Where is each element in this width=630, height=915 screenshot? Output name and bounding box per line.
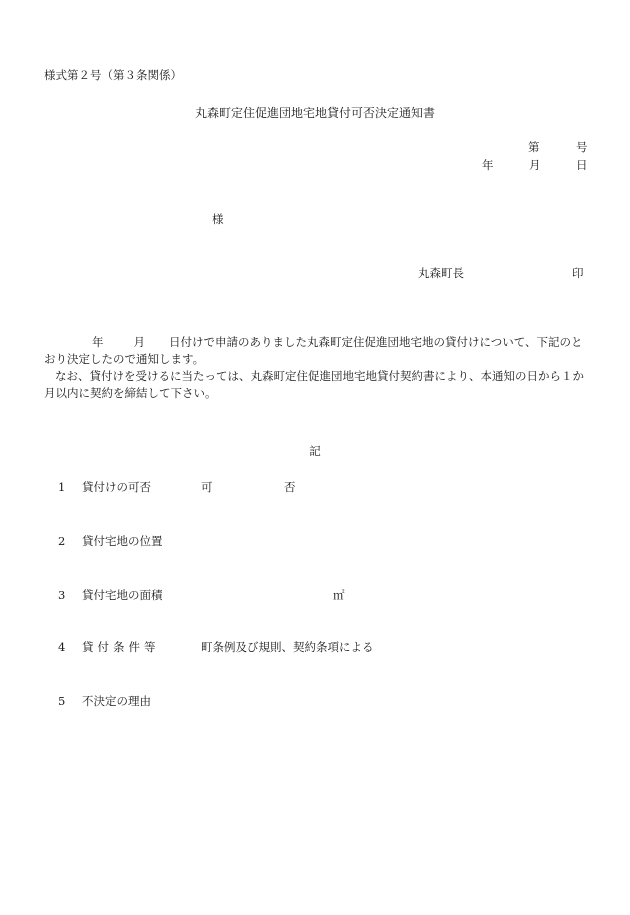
item-number-2: 2 (58, 534, 66, 548)
body-month: 月 (133, 335, 145, 349)
date-year: 年 (482, 158, 494, 172)
form-id: 様式第２号（第３条関係） (44, 68, 182, 82)
item-label-2: 貸付宅地の位置 (82, 534, 163, 548)
item-label-1: 貸付けの可否 (82, 480, 151, 494)
area-unit: ㎡ (333, 588, 345, 602)
item-label-3: 貸付宅地の面積 (82, 588, 163, 602)
body-year: 年 (92, 335, 104, 349)
ki-heading: 記 (309, 444, 321, 458)
item-label-5: 不決定の理由 (82, 694, 151, 708)
body-paragraph-1 (44, 334, 592, 368)
date-month: 月 (529, 158, 541, 172)
item-number-5: 5 (58, 694, 66, 708)
item-number-3: 3 (58, 588, 66, 602)
document-title: 丸森町定住促進団地宅地貸付可否決定通知書 (194, 106, 435, 120)
body-paragraph-2: なお、貸付けを受けるに当たっては、丸森町定住促進団地宅地貸付契約書により、本通知の日から１か月以内に契約を締結して下さい。 (44, 369, 584, 400)
number-prefix: 第 (528, 140, 540, 154)
date-day: 日 (576, 158, 588, 172)
option-approve: 可 (201, 480, 213, 494)
item-label-4: 貸付条件等 (82, 640, 160, 654)
addressee-suffix: 様 (212, 212, 224, 226)
number-suffix: 号 (576, 140, 588, 154)
conditions-value: 町条例及び規則、契約条項による (201, 640, 374, 654)
item-number-4: 4 (58, 640, 66, 654)
notice-body (44, 334, 592, 402)
issuer-name: 丸森町長 (418, 266, 464, 280)
seal-mark: 印 (572, 266, 584, 280)
body-paragraph-1-text: 日付けで申請のありました丸森町定住促進団地宅地の貸付けについて、下記のとおり決定したので通知します。 (44, 335, 583, 366)
item-number-1: 1 (58, 480, 66, 494)
option-reject: 否 (284, 480, 296, 494)
